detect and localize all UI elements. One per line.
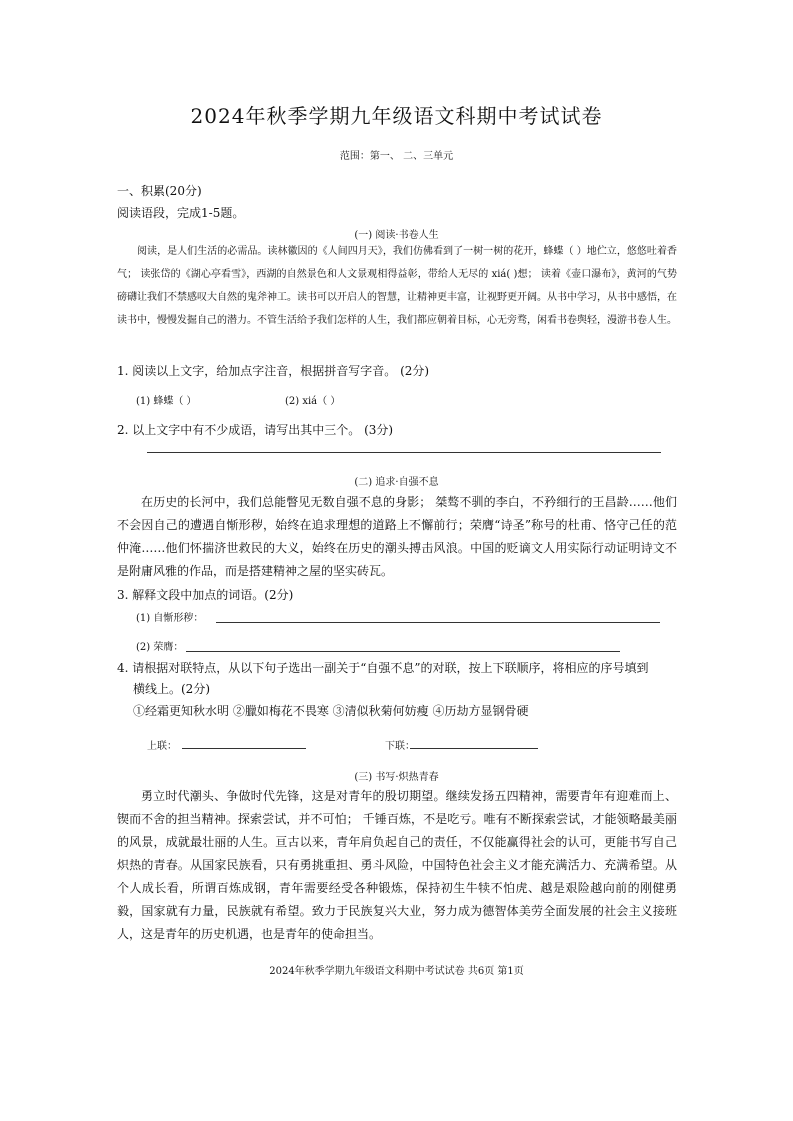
couplet-upper-label: 上联： <box>147 741 177 752</box>
question-3-answer-line-a[interactable] <box>216 622 660 623</box>
part3-text: 勇立时代潮头、争做时代先锋，这是对青年的殷切期望。继续发扬五四精神，需要青年有迎难而上、锲而不舍的担当精神。探索尝试，并不可怕； 千锤百炼，不是吃亏。唯有不断探索尝试，才能领略最美丽的风景，成就最壮丽的人生。亘古以来，青年肩负起自己的责任，不仅能赢得社会的认可，更能书写自己炽热的青春。从国家民族看，只有勇挑重担、勇斗风险，中国特色社会主义才能充满活力、充满希望。从个人成长看，所谓百炼成钢，青年需要经受各种锻炼，保持初生牛犊不怕虎、越是艰险越向前的刚健勇毅，国家就有力量，民族就有希望。致力于民族复兴大业，努力成为德智体美劳全面发展的社会主义接班人，这是青年的历史机遇，也是青年的使命担当。 <box>117 789 677 941</box>
part1-title: (一) 阅读·书卷人生 <box>354 230 439 241</box>
part3-passage <box>117 785 677 946</box>
part1-text: 阅读，是人们生活的必需品。读林徽因的《人间四月天》，我们仿佛看到了一树一树的花开，蜂蝶（ ）地伫立，悠悠吐着香气； 读张岱的《湖心亭看雪》，西湖的自然景色和人文景观相得益彰，带给人无尽的 xiá( )想； 读着《壶口瀑布》，黄河的气势磅礴让我们不禁感叹大自然的鬼斧神工。读书可以开启人的智慧，让精神更丰富，让视野更开阔。从书中学习，从书中感悟，在读书中，慢慢发掘自己的潜力。不管生活给予我们怎样的人生，我们都应朝着目标，心无旁骛，闲看书卷舆轻，漫游书卷人生。 <box>117 246 677 326</box>
page-title: 2024年秋季学期九年级语文科期中考试试卷 <box>190 104 603 128</box>
page-footer: 2024年秋季学期九年级语文科期中考试试卷 共6页 第1页 <box>269 966 524 977</box>
question-2-answer-line[interactable] <box>147 452 661 453</box>
couplet-upper-line[interactable] <box>182 748 306 749</box>
part2-title: (二) 追求·自强不息 <box>354 477 439 488</box>
exam-range: 范围：第一、 二、三单元 <box>339 151 454 162</box>
section-intro: 阅读语段，完成1-5题。 <box>117 206 245 220</box>
question-3-answer-line-b[interactable] <box>186 651 620 652</box>
question-1: 1. 阅读以上文字，给加点字注音，根据拼音写字音。 (2分) <box>117 364 430 378</box>
question-4-line2: 横线上。(2分) <box>133 682 210 696</box>
question-3-term-b: (2) 荣膺： <box>136 642 184 653</box>
part1-passage <box>117 240 677 332</box>
couplet-lower-line[interactable] <box>410 748 538 749</box>
section-heading: 一、积累(20分) <box>117 184 202 198</box>
question-4-options: ①经霜更知秋水明 ②臘如梅花不畏寒 ③清似秋菊何妨瘦 ④历劫方显钢骨硬 <box>133 704 529 718</box>
question-3-term-a: (1) 自惭形秽： <box>136 613 204 624</box>
question-4-line1: 4. 请根据对联特点，从以下句子选出一副关于“自强不息”的对联，按上下联顺序，将相应的序号填到 <box>117 661 649 675</box>
part2-text: 在历史的长河中，我们总能瞥见无数自强不息的身影； 桀骜不驯的李白，不矜细行的王昌龄……他们不会因自己的遭遇自惭形秽，始终在追求理想的道路上不懈前行；荣膺“诗圣”称号的杜甫、恪守己任的范仲淹……他们怀揣济世救民的大义，始终在历史的潮头搏击风浪。中国的贬谪文人用实际行动证明诗文不是附庸风雅的作品，而是搭建精神之屋的坚实砖瓦。 <box>117 495 677 578</box>
couplet-lower-label: 下联： <box>385 741 415 752</box>
question-1-blank-b[interactable]: (2) xiá（ ） <box>285 396 341 407</box>
question-1-blank-a[interactable]: (1) 蜂蝶（ ） <box>136 396 197 407</box>
part2-passage <box>117 491 677 583</box>
question-3: 3. 解释文段中加点的词语。(2分) <box>117 588 294 602</box>
part3-title: (三) 书写·炽热青春 <box>354 772 439 783</box>
question-2: 2. 以上文字中有不少成语，请写出其中三个。 (3分) <box>117 423 394 437</box>
